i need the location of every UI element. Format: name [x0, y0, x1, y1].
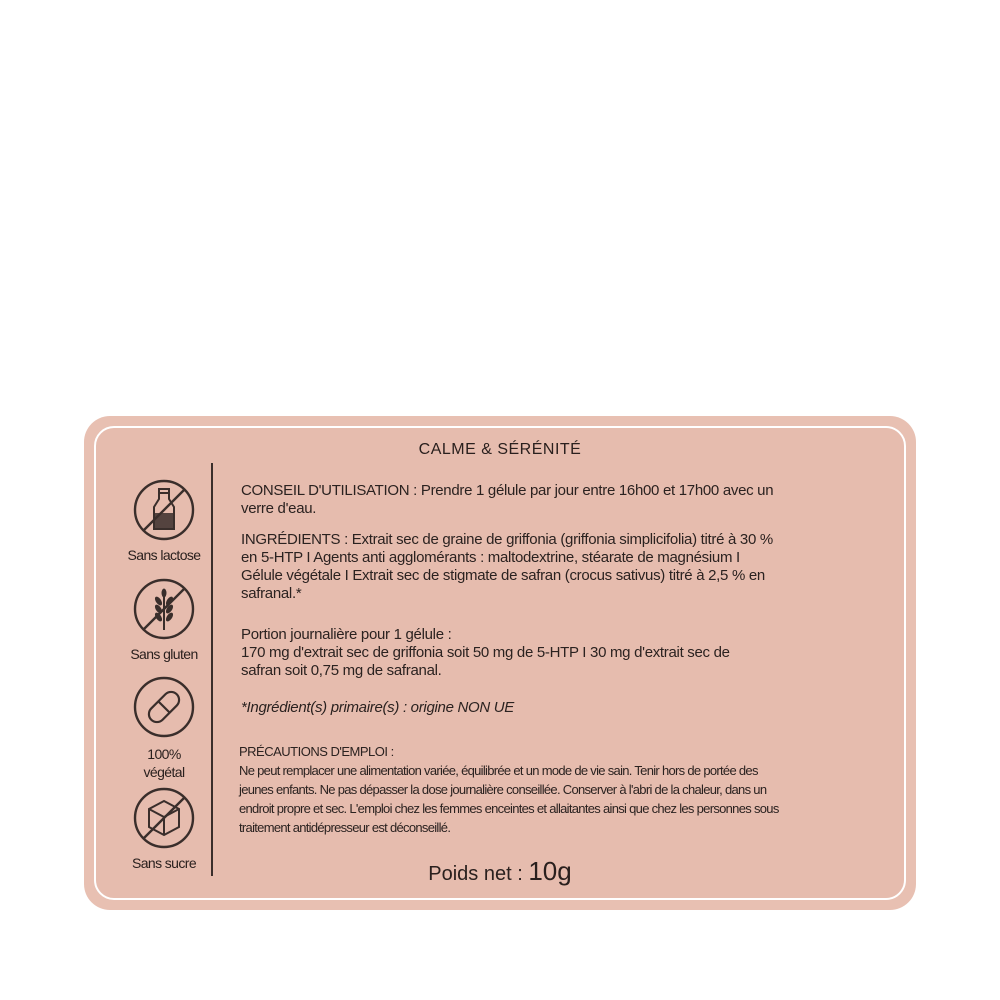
badge-label: Sans lactose — [127, 547, 201, 563]
precautions-line: Ne peut remplacer une alimentation variée, équilibrée et un mode de vie sain. Tenir hors de portée des — [239, 763, 758, 778]
sugar-cube-crossed-icon — [131, 785, 197, 851]
precautions-line: jeunes enfants. Ne pas dépasser la dose journalière conseillée. Conserver à l'abri de la chaleur, dans un — [239, 782, 767, 797]
product-title: CALME & SÉRÉNITÉ — [418, 441, 582, 458]
daily-portion — [241, 626, 881, 680]
badge-sans-lactose — [104, 477, 224, 564]
net-weight-value: 10g — [528, 856, 572, 886]
precautions — [239, 742, 869, 837]
badge-label: Sans sucre — [131, 855, 197, 871]
wheat-crossed-icon — [131, 576, 197, 642]
badge-100-vegetal — [104, 674, 224, 781]
usage-advice-line: verre d'eau. — [241, 500, 317, 517]
net-weight-label: Poids net : — [428, 863, 529, 885]
precautions-heading: PRÉCAUTIONS D'EMPLOI : — [239, 744, 394, 759]
capsule-icon — [131, 674, 197, 740]
ingredients-line: en 5-HTP I Agents anti agglomérants : maltodextrine, stéarate de magnésium I — [241, 549, 740, 566]
ingredients — [241, 531, 881, 603]
precautions-line: traitement antidépresseur est déconseillé. — [239, 820, 451, 835]
milk-bottle-crossed-icon — [131, 477, 197, 543]
daily-portion-line: 170 mg d'extrait sec de griffonia soit 50 mg de 5-HTP I 30 mg d'extrait sec de — [241, 644, 730, 661]
net-weight — [0, 856, 1000, 887]
usage-advice — [241, 482, 881, 518]
ingredient-origin: *Ingrédient(s) primaire(s) : origine NON UE — [241, 699, 515, 716]
badge-label: Sans gluten — [130, 646, 198, 662]
ingredients-line: INGRÉDIENTS : Extrait sec de graine de griffonia (griffonia simplicifolia) titré à 30 % — [241, 531, 773, 548]
ingredients-line: safranal.* — [241, 585, 302, 602]
daily-portion-heading: Portion journalière pour 1 gélule : — [241, 626, 452, 643]
ingredients-line: Gélule végétale I Extrait sec de stigmate de safran (crocus sativus) titré à 2,5 % en — [241, 567, 765, 584]
badge-sans-gluten — [104, 576, 224, 663]
daily-portion-line: safran soit 0,75 mg de safranal. — [241, 662, 442, 679]
precautions-line: endroit propre et sec. L'emploi chez les femmes enceintes et allaitantes ainsi que chez les personnes sous — [239, 801, 779, 816]
usage-advice-line: CONSEIL D'UTILISATION : Prendre 1 gélule par jour entre 16h00 et 17h00 avec un — [241, 482, 774, 499]
badge-label: 100% végétal — [143, 746, 185, 780]
